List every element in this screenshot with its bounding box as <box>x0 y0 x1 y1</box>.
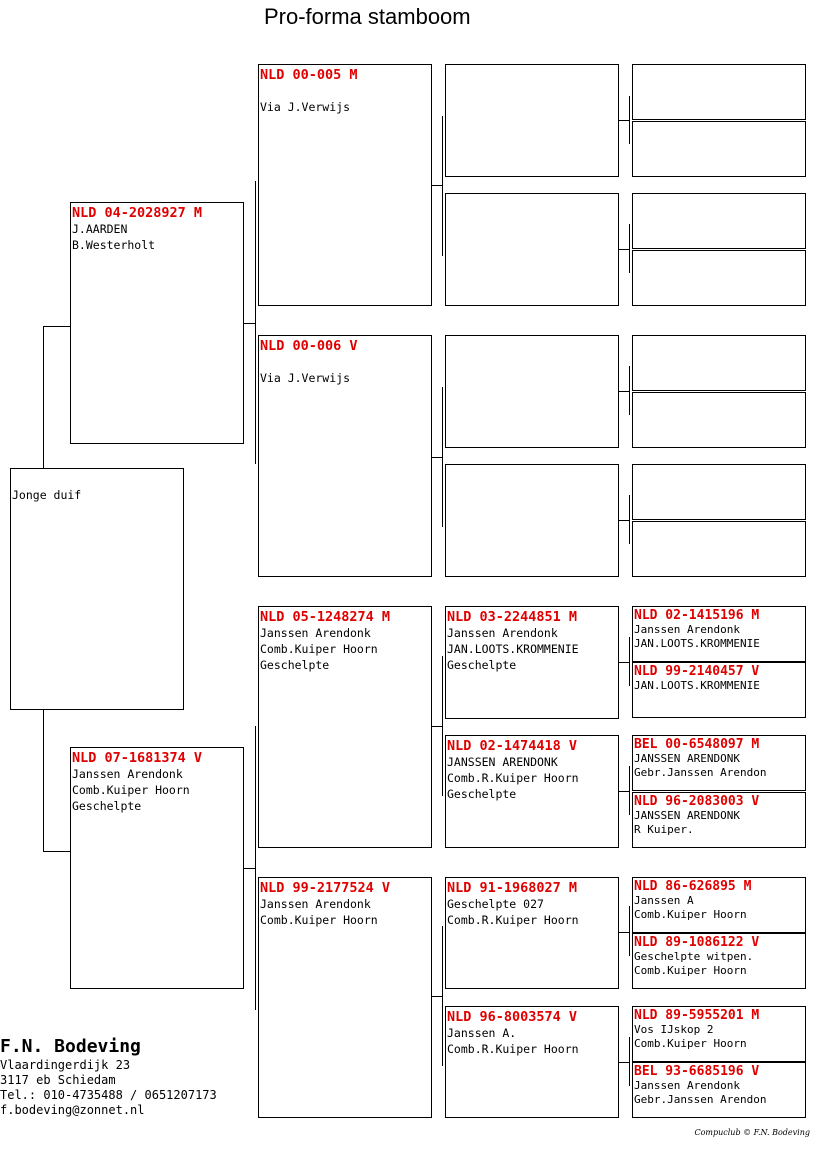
connector <box>618 662 629 663</box>
mother-card <box>70 747 244 989</box>
mmfm-line: Geschelpte witpen. <box>634 950 754 963</box>
ff-ring: NLD 00-005 M <box>260 67 358 83</box>
mfff-ring: NLD 02-1415196 M <box>634 608 760 623</box>
subject-card <box>10 468 184 710</box>
mffm-line: JAN.LOOTS.KROMMENIE <box>634 679 760 692</box>
mfff-line: JAN.LOOTS.KROMMENIE <box>634 637 760 650</box>
empty-card <box>445 335 619 448</box>
mfmm-ring: NLD 96-2083003 V <box>634 794 760 809</box>
mmff-line: Janssen A <box>634 894 694 907</box>
mother-line: Comb.Kuiper Hoorn <box>72 783 190 797</box>
connector <box>43 710 44 851</box>
connector <box>43 326 44 468</box>
mfm-line: Geschelpte <box>447 787 517 801</box>
connector <box>431 457 442 458</box>
mfmf-line: Gebr.Janssen Arendon <box>634 766 767 779</box>
mmf-line: Geschelpte 027 <box>447 897 544 911</box>
connector <box>629 637 630 686</box>
connector <box>243 868 255 869</box>
owner-city: 3117 eb Schiedam <box>0 1073 116 1087</box>
mmm-line: Janssen A. <box>447 1026 517 1040</box>
mmfm-line: Comb.Kuiper Hoorn <box>634 964 747 977</box>
connector <box>442 387 443 527</box>
empty-card <box>445 64 619 177</box>
mmmf-line: Vos IJskop 2 <box>634 1023 714 1036</box>
mmm-card <box>445 1006 619 1118</box>
father-ring: NLD 04-2028927 M <box>72 205 203 221</box>
connector <box>442 116 443 256</box>
mff-line: Geschelpte <box>447 658 517 672</box>
ff-line: Via J.Verwijs <box>260 100 351 114</box>
mfmm-card <box>632 792 806 848</box>
connector <box>629 766 630 815</box>
connector <box>629 224 630 273</box>
mfmm-line: JANSSEN ARENDONK <box>634 809 740 822</box>
owner-name: F.N. Bodeving <box>0 1036 141 1057</box>
father-line: J.AARDEN <box>72 222 128 236</box>
mfmf-line: JANSSEN ARENDONK <box>634 752 740 765</box>
mmff-card <box>632 877 806 933</box>
credit-line: Compuclub © F.N. Bodeving <box>694 1128 810 1137</box>
mm-line: Janssen Arendonk <box>260 897 371 911</box>
connector <box>243 323 255 324</box>
mm-line: Comb.Kuiper Hoorn <box>260 913 378 927</box>
subject-label: Jonge duif <box>12 488 82 502</box>
mffm-ring: NLD 99-2140457 V <box>634 664 760 679</box>
grandsire-paternal-card <box>258 64 432 306</box>
connector <box>255 726 256 1010</box>
connector <box>618 932 629 933</box>
mmmf-card <box>632 1006 806 1062</box>
empty-card <box>632 64 806 120</box>
connector <box>618 1062 629 1063</box>
mfm-line: Comb.R.Kuiper Hoorn <box>447 771 579 785</box>
connector <box>442 926 443 1066</box>
mmm-line: Comb.R.Kuiper Hoorn <box>447 1042 579 1056</box>
granddam-maternal-card <box>258 877 432 1118</box>
mfmm-line: R Kuiper. <box>634 823 694 836</box>
mff-card <box>445 606 619 719</box>
empty-card <box>632 464 806 520</box>
mfmf-ring: BEL 00-6548097 M <box>634 737 760 752</box>
connector <box>43 326 70 327</box>
connector <box>629 366 630 415</box>
connector <box>442 656 443 796</box>
mfmf-card <box>632 735 806 791</box>
granddam-paternal-card <box>258 335 432 577</box>
connector <box>431 726 442 727</box>
mfm-line: JANSSEN ARENDONK <box>447 755 558 769</box>
empty-card <box>632 521 806 577</box>
mff-line: Janssen Arendonk <box>447 626 558 640</box>
connector <box>618 520 629 521</box>
mmmm-ring: BEL 93-6685196 V <box>634 1064 760 1079</box>
fm-line: Via J.Verwijs <box>260 371 351 385</box>
mfm-card <box>445 735 619 848</box>
empty-card <box>632 193 806 249</box>
empty-card <box>632 121 806 177</box>
empty-card <box>632 335 806 391</box>
mm-ring: NLD 99-2177524 V <box>260 880 391 896</box>
connector <box>629 906 630 956</box>
mmfm-card <box>632 933 806 989</box>
mfm-ring: NLD 02-1474418 V <box>447 738 578 754</box>
mf-line: Geschelpte <box>260 658 330 672</box>
mf-line: Comb.Kuiper Hoorn <box>260 642 378 656</box>
owner-street: Vlaardingerdijk 23 <box>0 1058 131 1072</box>
owner-email: f.bodeving@zonnet.nl <box>0 1103 145 1117</box>
owner-block <box>0 1036 217 1118</box>
mf-line: Janssen Arendonk <box>260 626 371 640</box>
grandsire-maternal-card <box>258 606 432 848</box>
mmm-ring: NLD 96-8003574 V <box>447 1009 578 1025</box>
mmff-ring: NLD 86-626895 M <box>634 879 752 894</box>
connector <box>431 996 442 997</box>
mmmf-ring: NLD 89-5955201 M <box>634 1008 760 1023</box>
mother-line: Geschelpte <box>72 799 142 813</box>
fm-ring: NLD 00-006 V <box>260 338 358 354</box>
empty-card <box>632 392 806 448</box>
empty-card <box>632 250 806 306</box>
mother-ring: NLD 07-1681374 V <box>72 750 203 766</box>
connector <box>255 181 256 464</box>
mmmm-card <box>632 1062 806 1118</box>
connector <box>618 391 629 392</box>
connector <box>629 495 630 544</box>
mfff-line: Janssen Arendonk <box>634 623 740 636</box>
mffm-card <box>632 662 806 718</box>
owner-phone: Tel.: 010-4735488 / 0651207173 <box>0 1088 217 1102</box>
connector <box>629 96 630 144</box>
mmmf-line: Comb.Kuiper Hoorn <box>634 1037 747 1050</box>
connector <box>618 249 629 250</box>
connector <box>618 120 629 121</box>
mff-line: JAN.LOOTS.KROMMENIE <box>447 642 579 656</box>
mother-line: Janssen Arendonk <box>72 767 183 781</box>
empty-card <box>445 464 619 577</box>
father-card <box>70 202 244 444</box>
mfff-card <box>632 606 806 662</box>
connector <box>629 1037 630 1086</box>
mmf-line: Comb.R.Kuiper Hoorn <box>447 913 579 927</box>
mmfm-ring: NLD 89-1086122 V <box>634 935 760 950</box>
connector <box>431 185 442 186</box>
connector <box>618 791 629 792</box>
mff-ring: NLD 03-2244851 M <box>447 609 578 625</box>
mmff-line: Comb.Kuiper Hoorn <box>634 908 747 921</box>
father-line: B.Westerholt <box>72 238 156 252</box>
page-title: Pro-forma stamboom <box>264 4 471 29</box>
mmf-ring: NLD 91-1968027 M <box>447 880 578 896</box>
connector <box>43 851 70 852</box>
mf-ring: NLD 05-1248274 M <box>260 609 391 625</box>
mmmm-line: Janssen Arendonk <box>634 1079 740 1092</box>
mmmm-line: Gebr.Janssen Arendon <box>634 1093 767 1106</box>
mmf-card <box>445 877 619 989</box>
empty-card <box>445 193 619 306</box>
